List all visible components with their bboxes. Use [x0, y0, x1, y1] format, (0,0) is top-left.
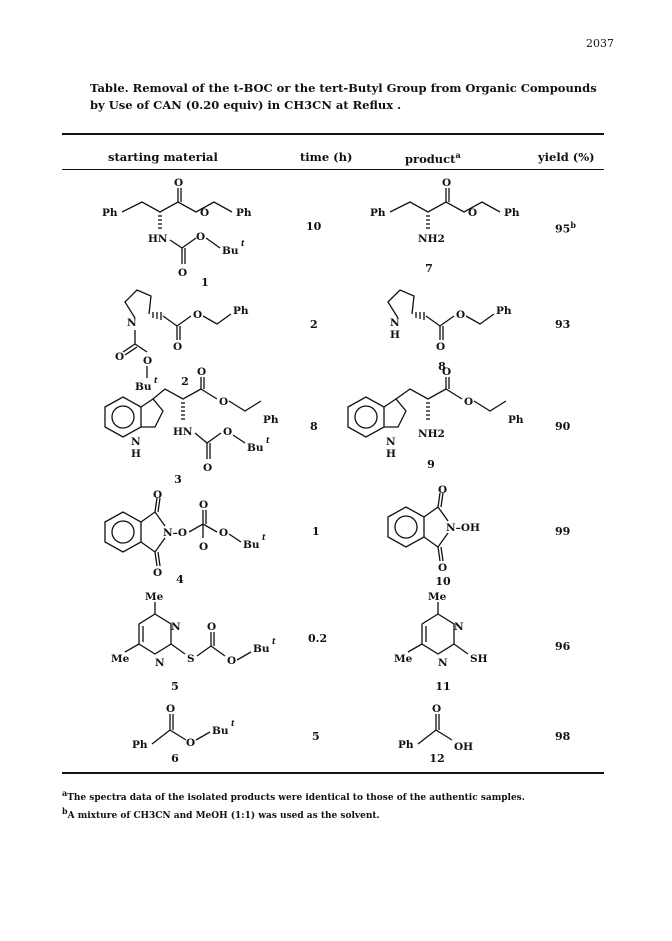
- svg-text:N: N: [454, 621, 464, 633]
- svg-text:Ph: Ph: [263, 414, 279, 426]
- svg-text:O: O: [456, 309, 466, 321]
- svg-text:N: N: [171, 621, 181, 633]
- compound-5-structure: [111, 591, 295, 677]
- svg-text:t: t: [262, 532, 266, 542]
- svg-text:OH: OH: [454, 741, 474, 753]
- svg-text:N: N: [131, 436, 141, 448]
- svg-text:Bu: Bu: [247, 442, 264, 454]
- compound-8-number: 8: [438, 360, 446, 373]
- header-rule: [62, 169, 604, 170]
- svg-text:N: N: [390, 317, 400, 329]
- header-starting-material: starting material: [108, 150, 218, 164]
- row-1-time: 10: [306, 220, 322, 233]
- row-2-time: 2: [310, 318, 318, 331]
- header-yield: yield (%): [538, 150, 595, 164]
- svg-text:Ph: Ph: [398, 739, 414, 751]
- svg-text:Ph: Ph: [508, 414, 524, 426]
- page-number: 2037: [586, 37, 614, 50]
- svg-text:O: O: [199, 541, 209, 553]
- svg-text:O: O: [438, 484, 448, 496]
- svg-text:O: O: [442, 177, 452, 189]
- svg-text:O: O: [196, 231, 206, 243]
- svg-text:H: H: [386, 448, 396, 460]
- svg-text:Ph: Ph: [370, 207, 386, 219]
- svg-text:N: N: [127, 317, 137, 329]
- svg-text:O: O: [199, 499, 209, 511]
- svg-text:Me: Me: [145, 591, 164, 603]
- svg-text:Ph: Ph: [504, 207, 520, 219]
- footnote-b: $^b$A mixture of CH3CN and MeOH (1:1) was used as the solvent.: [62, 806, 380, 821]
- svg-text:O: O: [438, 562, 448, 574]
- table-bottom-rule: [62, 772, 604, 774]
- caption-text: Removal of the t-BOC or the tert-Butyl Group from Organic Compounds by Use of CAN (0.20 equiv) in CH3CN at Reflux .: [90, 81, 597, 112]
- compound-11-number: 11: [435, 680, 451, 693]
- table-top-rule: [62, 133, 604, 135]
- svg-text:Ph: Ph: [102, 207, 118, 219]
- svg-text:O: O: [442, 366, 452, 378]
- compound-11-structure: [388, 592, 518, 677]
- footnote-a: $^a$The spectra data of the isolated products were identical to those of the authentic samples.: [62, 788, 525, 803]
- svg-text:N: N: [438, 657, 448, 669]
- svg-text:SH: SH: [470, 653, 488, 665]
- compound-2-number: 2: [181, 375, 189, 388]
- compound-8-structure: [378, 290, 528, 355]
- svg-text:O: O: [115, 351, 125, 363]
- compound-2-structure: [115, 290, 285, 395]
- row-4-time: 1: [312, 525, 320, 538]
- compound-12-number: 12: [429, 752, 445, 765]
- row-4-yield: 99: [555, 525, 571, 538]
- compound-5-number: 5: [171, 680, 179, 693]
- svg-text:H: H: [390, 329, 400, 341]
- svg-text:Me: Me: [394, 653, 413, 665]
- svg-text:O: O: [227, 655, 237, 667]
- svg-text:O: O: [174, 177, 184, 189]
- row-5-yield: 96: [555, 640, 571, 653]
- svg-text:O: O: [200, 207, 210, 219]
- svg-text:t: t: [266, 435, 270, 445]
- svg-text:Bu: Bu: [243, 539, 260, 551]
- svg-text:O: O: [207, 621, 217, 633]
- compound-9-number: 9: [427, 458, 435, 471]
- svg-text:O: O: [203, 462, 213, 474]
- svg-text:t: t: [231, 718, 235, 728]
- compound-10-number: 10: [435, 575, 451, 588]
- svg-text:t: t: [272, 636, 276, 646]
- table-caption: [90, 80, 610, 114]
- svg-text:S: S: [187, 653, 195, 665]
- compound-7-number: 7: [425, 262, 433, 275]
- svg-text:O: O: [166, 703, 176, 715]
- svg-text:t: t: [154, 375, 158, 385]
- compound-4-structure: [95, 489, 295, 579]
- svg-text:Ph: Ph: [496, 305, 512, 317]
- svg-text:O: O: [436, 341, 446, 353]
- row-5-time: 0.2: [308, 632, 328, 645]
- compound-12-structure: [396, 700, 506, 755]
- compound-6-number: 6: [171, 752, 179, 765]
- compound-10-structure: [378, 484, 528, 574]
- svg-text:Ph: Ph: [132, 739, 148, 751]
- svg-text:N–OH: N–OH: [446, 522, 480, 534]
- compound-1-structure: [100, 177, 290, 285]
- svg-text:Ph: Ph: [233, 305, 249, 317]
- svg-text:NH2: NH2: [418, 428, 445, 440]
- compound-7-structure: [368, 177, 538, 275]
- svg-text:O: O: [432, 703, 442, 715]
- compound-1-number: 1: [201, 276, 209, 289]
- svg-text:O: O: [219, 527, 229, 539]
- header-product: product$^a$: [405, 150, 461, 166]
- header-time: time (h): [300, 150, 353, 164]
- svg-text:O: O: [173, 341, 183, 353]
- caption-label: Table.: [90, 81, 129, 95]
- compound-4-number: 4: [176, 573, 184, 586]
- svg-text:O: O: [223, 426, 233, 438]
- svg-text:Bu: Bu: [135, 381, 152, 393]
- svg-text:N: N: [155, 657, 165, 669]
- svg-text:H: H: [131, 448, 141, 460]
- svg-text:O: O: [143, 355, 153, 367]
- svg-text:Ph: Ph: [236, 207, 252, 219]
- row-3-time: 8: [310, 420, 318, 433]
- svg-text:O: O: [186, 737, 196, 749]
- row-2-yield: 93: [555, 318, 571, 331]
- svg-text:Bu: Bu: [253, 643, 270, 655]
- row-1-yield: 95$^b$: [555, 220, 576, 236]
- svg-text:O: O: [153, 567, 163, 579]
- compound-6-structure: [130, 700, 280, 755]
- svg-text:Me: Me: [428, 591, 447, 603]
- svg-text:O: O: [219, 396, 229, 408]
- compound-9-structure: [338, 366, 548, 465]
- svg-text:Me: Me: [111, 653, 130, 665]
- svg-text:O: O: [193, 309, 203, 321]
- svg-text:O: O: [153, 489, 163, 501]
- svg-text:O: O: [464, 396, 474, 408]
- svg-text:Bu: Bu: [222, 245, 239, 257]
- svg-text:Bu: Bu: [212, 725, 229, 737]
- svg-text:O: O: [468, 207, 478, 219]
- row-6-yield: 98: [555, 730, 571, 743]
- svg-text:N: N: [386, 436, 396, 448]
- svg-text:O: O: [178, 267, 188, 279]
- svg-text:NH2: NH2: [418, 233, 445, 245]
- svg-text:O: O: [197, 366, 207, 378]
- row-3-yield: 90: [555, 420, 571, 433]
- svg-text:t: t: [241, 238, 245, 248]
- svg-text:N–O: N–O: [163, 527, 187, 539]
- compound-3-number: 3: [174, 473, 182, 486]
- row-6-time: 5: [312, 730, 320, 743]
- svg-text:HN: HN: [148, 233, 168, 245]
- svg-text:HN: HN: [173, 426, 193, 438]
